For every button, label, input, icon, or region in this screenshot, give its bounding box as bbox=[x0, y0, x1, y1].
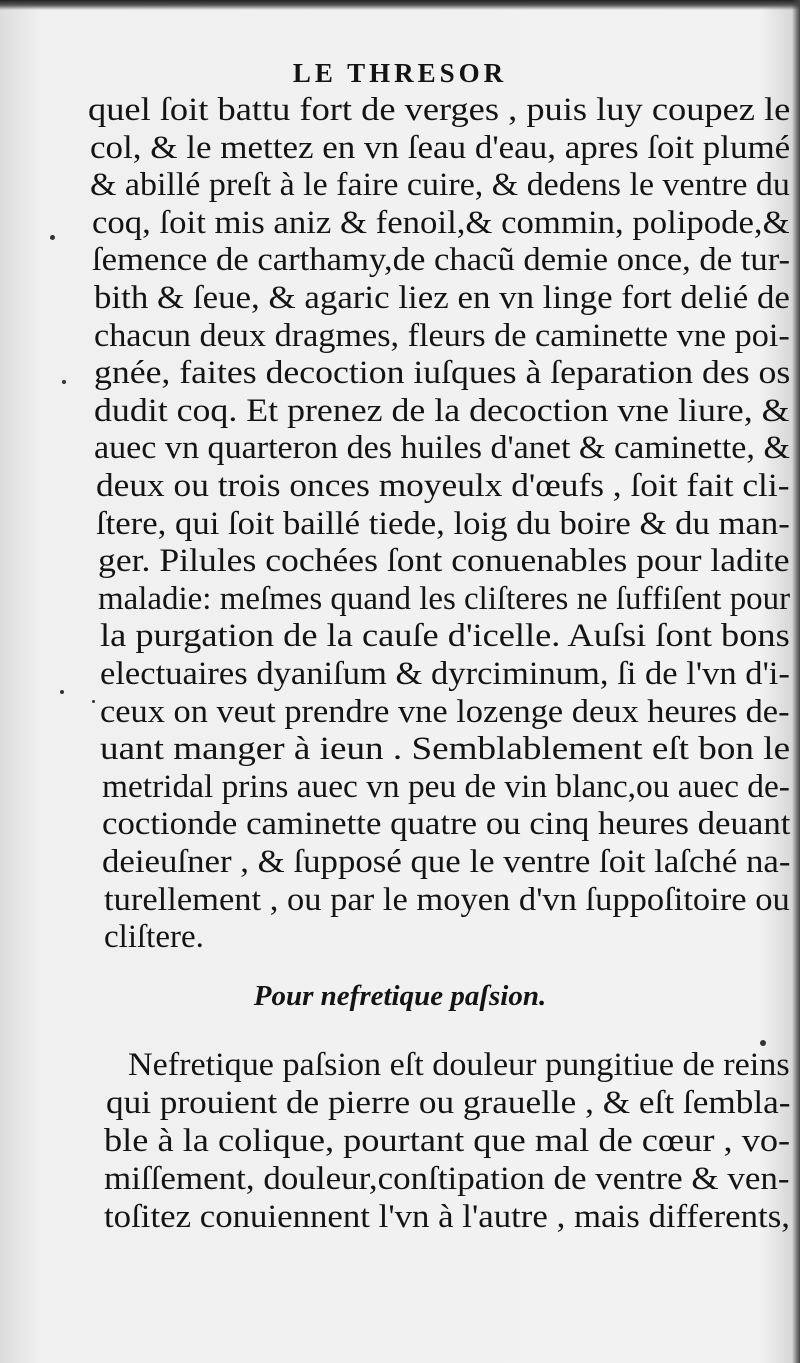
paragraph-one-line-10: auec vn quarteron des huiles d'anet & caminette, & bbox=[94, 430, 790, 467]
paragraph-one-line-21: deieuſner , & ſupposé que le ventre ſoit laſché na- bbox=[102, 844, 791, 880]
paragraph-one-line-9: dudit coq. Et prenez de la decoction vne liure, & bbox=[94, 392, 790, 429]
paragraph-one-line-11: deux ou trois onces moyeulx d'œufs , ſoit fait cli- bbox=[96, 468, 790, 504]
paragraph-one-line-14: maladie: meſmes quand les cliſteres ne ſuffiſent pour bbox=[98, 580, 791, 617]
paragraph-one-line-18: uant manger à ieun . Semblablement eſt bon le bbox=[100, 731, 791, 768]
page-right-shadow bbox=[792, 0, 800, 1363]
paragraph-one-line-4: coq, ſoit mis aniz & fenoil,& commin, polipode,& bbox=[92, 204, 790, 241]
paragraph-two-line-4: miſſement, douleur,conſtipation de ventre & ven- bbox=[104, 1161, 790, 1197]
ink-speck bbox=[50, 235, 55, 240]
ink-speck bbox=[60, 690, 64, 694]
paragraph-one-line-20: coctionde caminette quatre ou cinq heures deuant bbox=[102, 806, 791, 843]
paragraph-one-line-23: cliſtere. bbox=[104, 919, 204, 956]
section-heading: Pour nefretique paſsion. bbox=[253, 980, 547, 1012]
paragraph-one-line-12: ſtere, qui ſoit baillé tiede, loig du boire & du man- bbox=[96, 505, 790, 542]
paragraph-one-line-8: gnée, faites decoction iuſques à ſeparation des os bbox=[94, 355, 791, 392]
paragraph-one-line-19: metridal prins auec vn peu de vin blanc,ou auec de- bbox=[102, 768, 790, 805]
paragraph-one-line-7: chacun deux dragmes, fleurs de caminette vne poi- bbox=[94, 317, 790, 354]
paragraph-one-line-2: col, & le mettez en vn ſeau d'eau, apres ſoit plumé bbox=[90, 129, 791, 166]
ink-speck bbox=[92, 700, 95, 703]
paragraph-one-line-6: bith & ſeue, & agaric liez en vn linge fort delié de bbox=[94, 280, 790, 316]
paragraph-two-line-2: qui prouient de pierre ou grauelle , & eſt ſembla- bbox=[106, 1085, 791, 1121]
ink-speck bbox=[62, 380, 66, 384]
paragraph-two-line-1: Nefretique paſsion eſt douleur pungitiue de reins bbox=[128, 1047, 790, 1083]
paragraph-two-line-3: ble à la colique, pourtant que mal de cœur , vo- bbox=[104, 1123, 791, 1159]
paragraph-one-line-15: la purgation de la cauſe d'icelle. Auſsi ſont bons bbox=[100, 618, 790, 655]
paragraph-one-line-3: & abillé preſt à le faire cuire, & dedens le ventre du bbox=[90, 167, 790, 204]
paragraph-two-line-5: toſitez conuiennent l'vn à l'autre , mais differents, bbox=[104, 1199, 790, 1235]
paragraph-one-line-16: electuaires dyaniſum & dyrciminum, ſi de l'vn d'i- bbox=[100, 656, 790, 692]
paragraph-one-line-17: ceux on veut prendre vne lozenge deux heures de- bbox=[100, 693, 790, 730]
paragraph-one-line-13: ger. Pilules cochées ſont conuenables pour ladite bbox=[98, 543, 790, 580]
paragraph-one-line-1: quel ſoit battu fort de verges , puis luy coupez le bbox=[88, 92, 791, 128]
running-head: LE THRESOR bbox=[292, 58, 508, 88]
ink-speck bbox=[760, 1040, 766, 1046]
paragraph-one-line-5: ſemence de carthamy,de chacũ demie once, de tur- bbox=[92, 242, 791, 279]
page-top-shadow bbox=[0, 0, 800, 10]
paragraph-one-line-22: turellement , ou par le moyen d'vn ſuppoſitoire ou bbox=[104, 881, 790, 918]
